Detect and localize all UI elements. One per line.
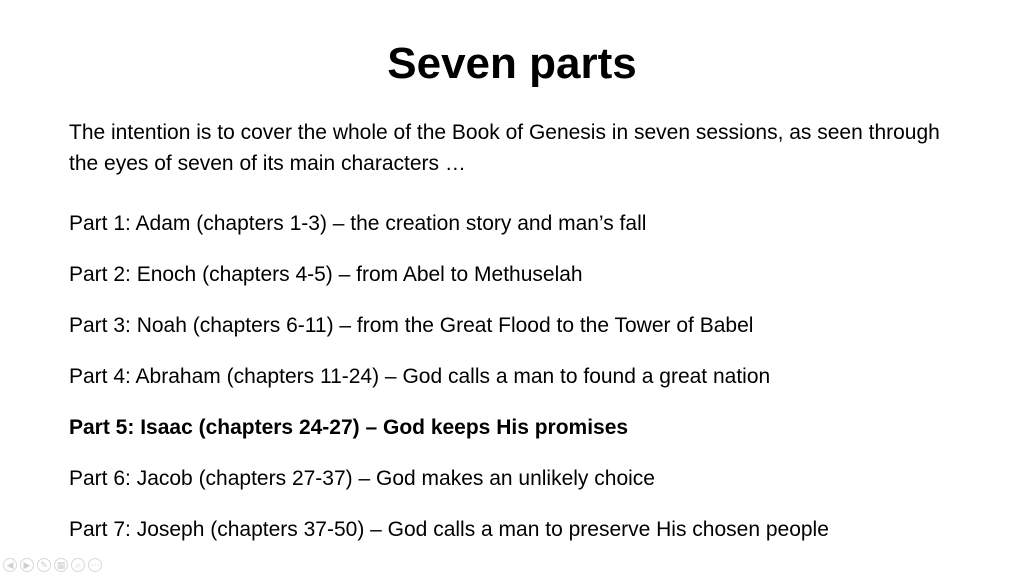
- list-item-part-7: Part 7: Joseph (chapters 37-50) – God calls a man to preserve His chosen people: [69, 518, 829, 541]
- list-item-part-1: Part 1: Adam (chapters 1-3) – the creation story and man’s fall: [69, 212, 647, 235]
- pen-icon[interactable]: ✎: [37, 558, 51, 572]
- intro-paragraph: The intention is to cover the whole of the Book of Genesis in seven sessions, as seen through the eyes of seven of its main characters …: [69, 121, 940, 175]
- list-item-part-5: Part 5: Isaac (chapters 24-27) – God keeps His promises: [69, 416, 629, 439]
- zoom-icon[interactable]: ⌕: [71, 558, 85, 572]
- list-item-part-3: Part 3: Noah (chapters 6-11) – from the Great Flood to the Tower of Babel: [69, 314, 754, 337]
- list-item-part-2: Part 2: Enoch (chapters 4-5) – from Abel to Methuselah: [69, 263, 583, 286]
- previous-icon[interactable]: ◀: [3, 558, 17, 572]
- parts-list: [69, 208, 989, 565]
- list-item-part-6: Part 6: Jacob (chapters 27-37) – God makes an unlikely choice: [69, 467, 655, 490]
- next-icon[interactable]: ▶: [20, 558, 34, 572]
- presenter-controls: [3, 558, 102, 574]
- slide-title: Seven parts: [387, 39, 637, 88]
- list-item-part-4: Part 4: Abraham (chapters 11-24) – God calls a man to found a great nation: [69, 365, 771, 388]
- slides-icon[interactable]: ▦: [54, 558, 68, 572]
- more-icon[interactable]: ⋯: [88, 558, 102, 572]
